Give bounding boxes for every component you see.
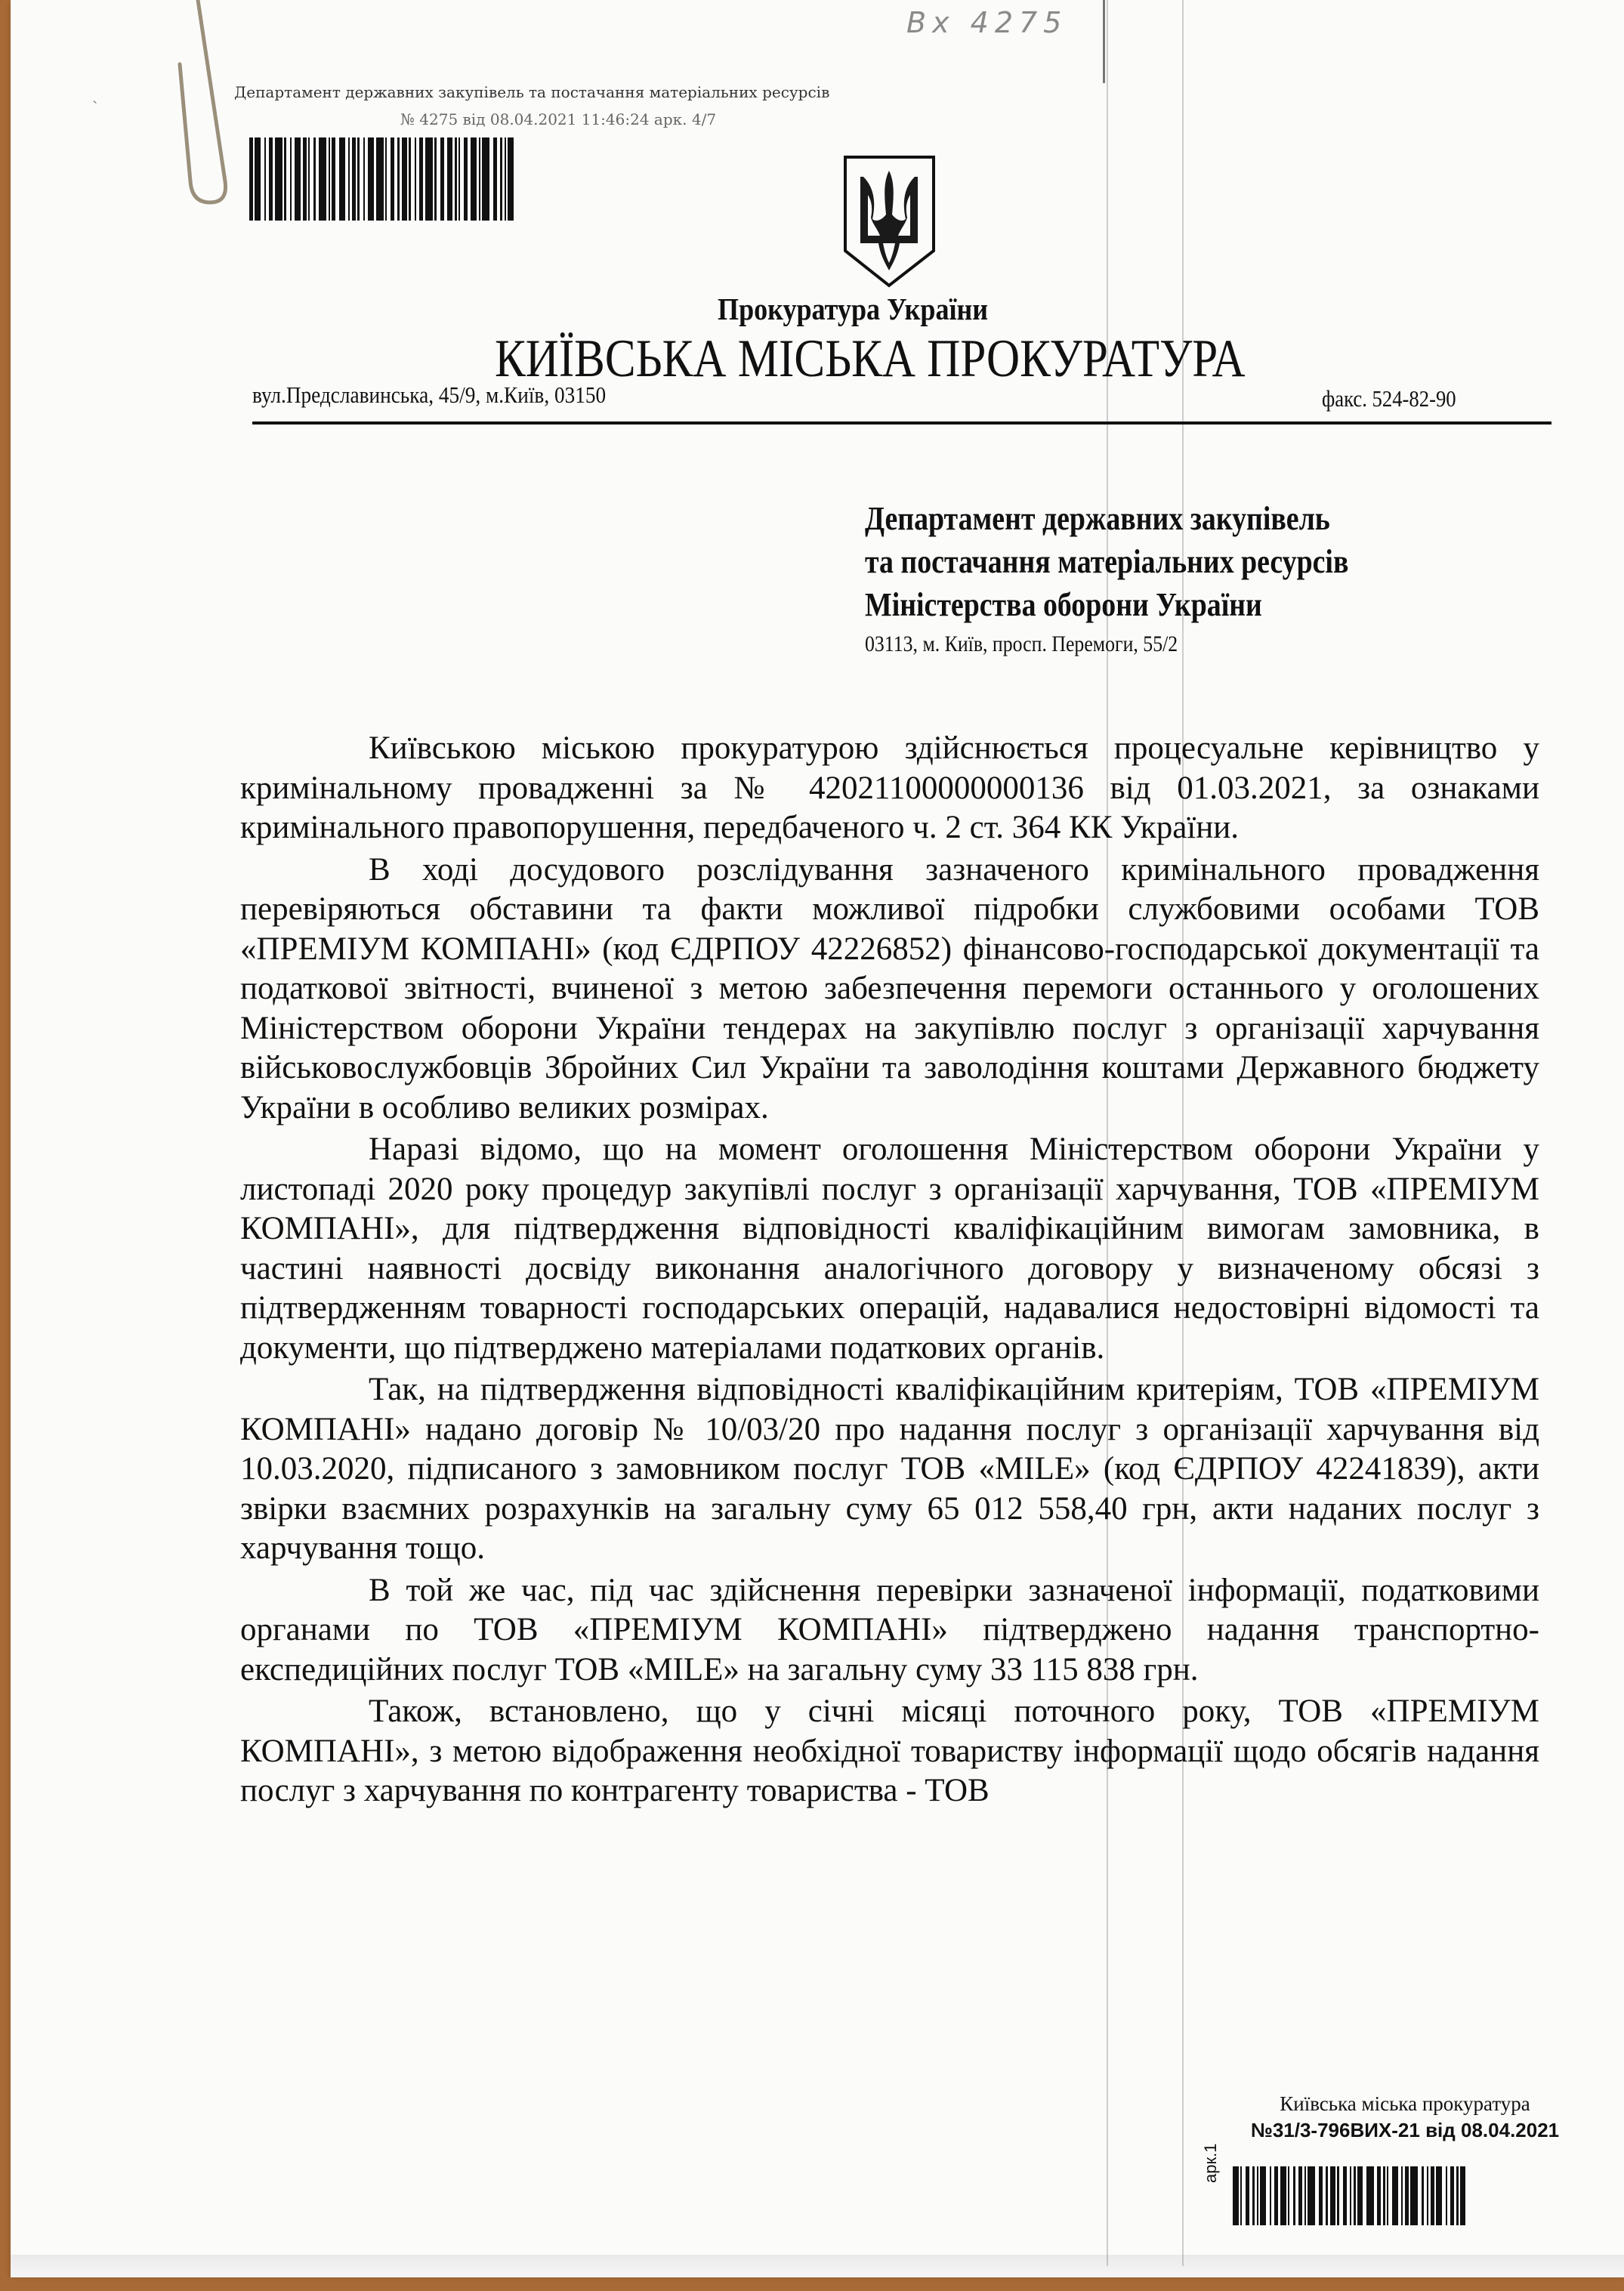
letterhead-divider — [252, 421, 1551, 425]
handwritten-registration-note: Вх 4275 — [906, 6, 1068, 39]
barcode-bar — [319, 137, 326, 221]
recipient-line: та постачання матеріальних ресурсів — [865, 543, 1349, 580]
barcode-bar — [339, 137, 345, 221]
barcode-bar — [1270, 2166, 1272, 2225]
barcode-bar — [348, 137, 350, 221]
barcode-bar — [1308, 2166, 1315, 2225]
sender-fax: факс. 524-82-90 — [1322, 385, 1456, 412]
incoming-stamp-number: № 4275 від 08.04.2021 11:46:24 арк. 4/7 — [400, 110, 717, 128]
barcode-bar — [1326, 2166, 1328, 2225]
barcode-bar — [1274, 2166, 1278, 2225]
barcode-bar — [1427, 2166, 1429, 2225]
barcode-bar — [397, 137, 400, 221]
barcode-bar — [332, 137, 335, 221]
barcode-bar — [479, 137, 481, 221]
barcode-bar — [500, 137, 502, 221]
barcode-bar — [255, 137, 261, 221]
barcode-bar — [385, 137, 387, 221]
barcode-bar — [1431, 2166, 1434, 2225]
barcode-bar — [1350, 2166, 1352, 2225]
barcode-bar — [1330, 2166, 1336, 2225]
barcode-bar — [458, 137, 461, 221]
barcode-bar — [329, 137, 331, 221]
barcode-bar — [505, 137, 507, 221]
barcode-bar — [415, 137, 417, 221]
letter-body — [240, 729, 1539, 1811]
barcode-bar — [303, 137, 307, 221]
barcode-bar — [482, 137, 489, 221]
barcode-bar — [295, 137, 301, 221]
body-paragraph: В ході досудового розслідування зазначеного кримінального провадження перевіряються обставини та факти можливої підробки службовими особами ТОВ «ПРЕМІУМ КОМПАНІ» (код ЄДРПОУ 42226852) фінансово-господарської документації та податкової звітності, вчиненої з метою забезпечення перемоги останнього у оголошених Міністерством оборони України тендерах на закупівлю послуг з організації харчування військовослужбовців Збройних Сил України та заволодіння коштами Державного бюджету України в особливо великих розмірах. — [240, 851, 1539, 1125]
barcode-bar — [1260, 2166, 1266, 2225]
barcode-bar — [368, 137, 374, 221]
barcode-bar — [1436, 2166, 1442, 2225]
barcode-bar — [1337, 2166, 1339, 2225]
barcode-bar — [1446, 2166, 1448, 2225]
barcode-bar — [425, 137, 433, 221]
barcode-bar — [1293, 2166, 1295, 2225]
barcode-bar — [1422, 2166, 1424, 2225]
outgoing-barcode — [1233, 2166, 1469, 2225]
barcode-bar — [249, 137, 253, 221]
page-edge — [11, 2255, 1624, 2277]
barcode-bar — [290, 137, 292, 221]
barcode-bar — [440, 137, 444, 221]
outgoing-registration-stamp — [1209, 2092, 1601, 2142]
barcode-bar — [363, 137, 366, 221]
outgoing-stamp-organization: Київська міська прокуратура — [1280, 2092, 1530, 2115]
barcode-bar — [1304, 2166, 1307, 2225]
barcode-bar — [1460, 2166, 1466, 2225]
barcode-bar — [447, 137, 453, 221]
parent-organization: Прокуратура України — [718, 292, 989, 326]
body-paragraph: В той же час, під час здійснення перевірки зазначеної інформації, податковими органами по ТОВ «ПРЕМІУМ КОМПАНІ» підтверджено надання транспортно-експедиційних послуг ТОВ «MILE» на загальну суму 33 115 838 грн. — [240, 1572, 1539, 1687]
body-paragraph: Наразі відомо, що на момент оголошення Міністерством оборони України у листопаді 2020 року процедур закупівлі послуг з організації харчування, ТОВ «ПРЕМІУМ КОМПАНІ», для підтвердження відповідності кваліфікаційним вимогам замовника, в частині наявності досвіду виконання аналогічного договору у визначеному обсязі з підтвердженням товарності господарських операцій, надавалися недостовірні відомості та документи, що підтверджено матеріалами податкових органів. — [240, 1132, 1539, 1366]
barcode-bar — [1298, 2166, 1302, 2225]
barcode-bar — [1343, 2166, 1347, 2225]
barcode-bar — [1357, 2166, 1363, 2225]
barcode-bar — [308, 137, 310, 221]
barcode-bar — [1280, 2166, 1286, 2225]
barcode-bar — [493, 137, 497, 221]
pencil-mark: ˎ — [92, 85, 98, 103]
barcode-bar — [1233, 2166, 1239, 2225]
barcode-bar — [1401, 2166, 1403, 2225]
barcode-bar — [1319, 2166, 1323, 2225]
barcode-bar — [1410, 2166, 1418, 2225]
barcode-bar — [471, 137, 477, 221]
barcode-bar — [1257, 2166, 1259, 2225]
incoming-registration-stamp — [234, 83, 959, 128]
barcode-bar — [419, 137, 423, 221]
body-paragraph: Київською міською прокуратурою здійснюється процесуальне керівництво у кримінальному провадженні за № 42021100000000136 від 01.03.2021, за ознаками кримінального правопорушення, передбаченого ч. 2 ст. 364 КК України. — [240, 730, 1539, 845]
ukraine-trident-icon — [842, 153, 937, 289]
barcode-bar — [376, 137, 384, 221]
recipient-address: 03113, м. Київ, просп. Перемоги, 55/2 — [865, 631, 1178, 656]
barcode-bar — [1366, 2166, 1374, 2225]
paperclip-icon — [151, 0, 242, 212]
barcode-bar — [1354, 2166, 1356, 2225]
sender-address: вул.Предславинська, 45/9, м.Київ, 03150 — [252, 381, 607, 408]
handwritten-mark — [1103, 0, 1105, 83]
barcode-bar — [391, 137, 394, 221]
barcode-bar — [464, 137, 468, 221]
outgoing-stamp-number: №31/3-796ВИХ-21 від 08.04.2021 — [1250, 2119, 1560, 2141]
organization-name: КИЇВСЬКА МІСЬКА ПРОКУРАТУРА — [495, 329, 1246, 388]
barcode-bar — [313, 137, 316, 221]
body-paragraph: Так, на підтвердження відповідності кваліфікаційним критеріям, ТОВ «ПРЕМІУМ КОМПАНІ» надано договір № 10/03/20 про надання послуг з організації харчування від 10.03.2020, підписаного з замовником послуг ТОВ «MILE» (код ЄДРПОУ 42241839), акти звірки взаємних розрахунків на загальну суму 65 012 558,40 грн, акти наданих послуг з харчування тощо. — [240, 1372, 1539, 1566]
sheet-number: арк.1 — [1201, 2143, 1220, 2183]
barcode-bar — [1392, 2166, 1398, 2225]
barcode-bar — [409, 137, 411, 221]
barcode-bar — [1240, 2166, 1243, 2225]
barcode-bar — [508, 137, 514, 221]
recipient-line: Міністерства оборони України — [865, 586, 1262, 623]
body-paragraph: Також, встановлено, що у січні місяці поточного року, ТОВ «ПРЕМІУМ КОМПАНІ», з метою відображення необхідної товариству інформації щодо обсягів надання послуг з харчування по контрагенту товариства - ТОВ — [240, 1694, 1539, 1808]
barcode-bar — [264, 137, 267, 221]
barcode-bar — [1456, 2166, 1459, 2225]
barcode-bar — [1387, 2166, 1389, 2225]
incoming-stamp-department: Департамент державних закупівель та постачання матеріальних ресурсів — [234, 83, 830, 101]
barcode-bar — [1377, 2166, 1381, 2225]
barcode-bar — [455, 137, 457, 221]
barcode-bar — [357, 137, 360, 221]
barcode-bar — [275, 137, 283, 221]
barcode-bar — [269, 137, 273, 221]
barcode-bar — [284, 137, 286, 221]
barcode-bar — [1252, 2166, 1255, 2225]
barcode-bar — [1288, 2166, 1290, 2225]
barcode-bar — [402, 137, 408, 221]
barcode-bar — [1383, 2166, 1385, 2225]
recipient-block — [865, 497, 1450, 662]
barcode-bar — [1246, 2166, 1249, 2225]
barcode-bar — [1405, 2166, 1409, 2225]
barcode-bar — [1450, 2166, 1454, 2225]
barcode-bar — [434, 137, 437, 221]
barcode-bar — [352, 137, 356, 221]
recipient-line: Департамент державних закупівель — [865, 500, 1330, 537]
incoming-barcode — [249, 137, 517, 221]
